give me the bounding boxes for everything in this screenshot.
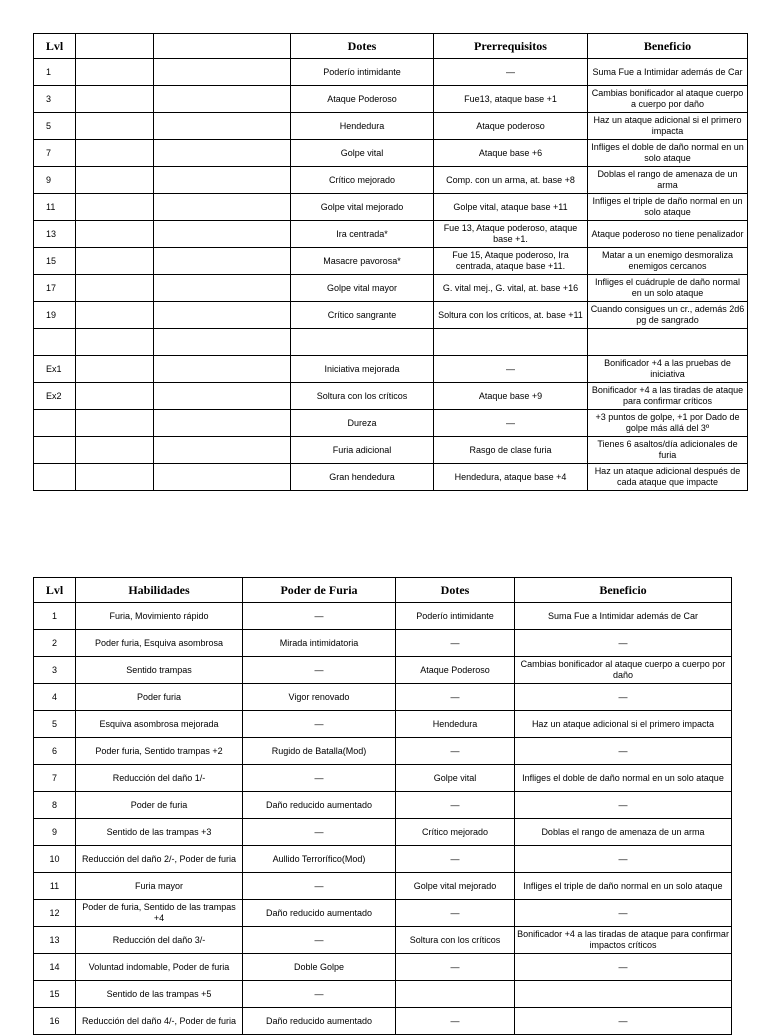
habilidades-cell: Poder furia xyxy=(76,684,243,711)
feats-header-row xyxy=(34,34,748,59)
beneficio-cell: +3 puntos de golpe, +1 por Dado de golpe más allá del 3º xyxy=(588,410,748,437)
poder-de-furia-cell: — xyxy=(243,873,396,900)
beneficio-cell: — xyxy=(515,846,732,873)
table-row xyxy=(34,792,732,819)
lvl-cell: 16 xyxy=(34,1008,76,1035)
header-poder-de-furia: Poder de Furia xyxy=(243,578,396,603)
dotes-cell: — xyxy=(396,630,515,657)
habilidades-cell: Reducción del daño 2/-, Poder de furia xyxy=(76,846,243,873)
dotes-cell: Golpe vital xyxy=(291,140,434,167)
table-row xyxy=(34,464,748,491)
header-habilidades: Habilidades xyxy=(76,578,243,603)
habilidades-cell: Voluntad indomable, Poder de furia xyxy=(76,954,243,981)
blank-cell xyxy=(76,356,154,383)
dotes-cell: Furia adicional xyxy=(291,437,434,464)
lvl-cell xyxy=(34,410,76,437)
beneficio-cell: Haz un ataque adicional después de cada ataque que impacte xyxy=(588,464,748,491)
header-beneficio: Beneficio xyxy=(515,578,732,603)
table-row xyxy=(34,630,732,657)
lvl-cell: 13 xyxy=(34,221,76,248)
beneficio-cell: Bonificador +4 a las tiradas de ataque para confirmar impactos críticos xyxy=(515,927,732,954)
lvl-cell: 3 xyxy=(34,86,76,113)
poder-de-furia-cell: — xyxy=(243,657,396,684)
lvl-cell: 13 xyxy=(34,927,76,954)
dotes-cell xyxy=(291,329,434,356)
prerrequisitos-cell: — xyxy=(434,356,588,383)
table-row xyxy=(34,981,732,1008)
beneficio-cell: — xyxy=(515,792,732,819)
lvl-cell: 9 xyxy=(34,167,76,194)
poder-de-furia-cell: Daño reducido aumentado xyxy=(243,1008,396,1035)
habilidades-cell: Poder de furia xyxy=(76,792,243,819)
beneficio-cell: Cuando consigues un cr., además 2d6 pg de sangrado xyxy=(588,302,748,329)
lvl-cell: 1 xyxy=(34,59,76,86)
blank-cell xyxy=(154,86,291,113)
lvl-cell xyxy=(34,329,76,356)
lvl-cell: 1 xyxy=(34,603,76,630)
table-row xyxy=(34,684,732,711)
blank-cell xyxy=(76,329,154,356)
poder-de-furia-cell: — xyxy=(243,711,396,738)
lvl-cell: 15 xyxy=(34,981,76,1008)
table-row xyxy=(34,927,732,954)
beneficio-cell: Cambias bonificador al ataque cuerpo a cuerpo por daño xyxy=(588,86,748,113)
blank-cell xyxy=(76,437,154,464)
blank-cell xyxy=(76,140,154,167)
blank-cell xyxy=(76,113,154,140)
blank-cell xyxy=(154,410,291,437)
beneficio-cell: Tienes 6 asaltos/día adicionales de furia xyxy=(588,437,748,464)
prerrequisitos-cell: Rasgo de clase furia xyxy=(434,437,588,464)
poder-de-furia-cell: — xyxy=(243,819,396,846)
header-beneficio: Beneficio xyxy=(588,34,748,59)
beneficio-cell: Doblas el rango de amenaza de un arma xyxy=(588,167,748,194)
blank-cell xyxy=(154,356,291,383)
blank-cell xyxy=(76,464,154,491)
lvl-cell: 10 xyxy=(34,846,76,873)
lvl-cell: 4 xyxy=(34,684,76,711)
prerrequisitos-cell: Fue 15, Ataque poderoso, Ira centrada, ataque base +11. xyxy=(434,248,588,275)
blank-cell xyxy=(154,464,291,491)
table-row xyxy=(34,873,732,900)
dotes-cell: — xyxy=(396,900,515,927)
lvl-cell xyxy=(34,464,76,491)
prerrequisitos-cell: Soltura con los críticos, at. base +11 xyxy=(434,302,588,329)
dotes-cell: Golpe vital mayor xyxy=(291,275,434,302)
lvl-cell: 11 xyxy=(34,873,76,900)
table-row xyxy=(34,221,748,248)
dotes-cell: Iniciativa mejorada xyxy=(291,356,434,383)
habilidades-cell: Poder furia, Esquiva asombrosa xyxy=(76,630,243,657)
table-row xyxy=(34,59,748,86)
lvl-cell: 15 xyxy=(34,248,76,275)
blank-cell xyxy=(76,221,154,248)
prerrequisitos-cell: G. vital mej., G. vital, at. base +16 xyxy=(434,275,588,302)
lvl-cell: 14 xyxy=(34,954,76,981)
table-row xyxy=(34,275,748,302)
beneficio-cell: Bonificador +4 a las tiradas de ataque para confirmar críticos xyxy=(588,383,748,410)
habilidades-cell: Sentido de las trampas +5 xyxy=(76,981,243,1008)
blank-cell xyxy=(76,86,154,113)
lvl-cell: 7 xyxy=(34,140,76,167)
table-row xyxy=(34,437,748,464)
blank-cell xyxy=(154,140,291,167)
dotes-cell: Dureza xyxy=(291,410,434,437)
prerrequisitos-cell: Hendedura, ataque base +4 xyxy=(434,464,588,491)
table-row xyxy=(34,738,732,765)
beneficio-cell: Bonificador +4 a las pruebas de iniciativa xyxy=(588,356,748,383)
blank-cell xyxy=(76,410,154,437)
dotes-cell: Ira centrada* xyxy=(291,221,434,248)
table-row xyxy=(34,329,748,356)
beneficio-cell: — xyxy=(515,684,732,711)
habilidades-cell: Reducción del daño 4/-, Poder de furia xyxy=(76,1008,243,1035)
dotes-cell: Crítico mejorado xyxy=(396,819,515,846)
blank-cell xyxy=(76,59,154,86)
table-row xyxy=(34,302,748,329)
prerrequisitos-cell: Fue 13, Ataque poderoso, ataque base +1. xyxy=(434,221,588,248)
prerrequisitos-cell: Ataque poderoso xyxy=(434,113,588,140)
poder-de-furia-cell: Daño reducido aumentado xyxy=(243,792,396,819)
habilidades-cell: Esquiva asombrosa mejorada xyxy=(76,711,243,738)
lvl-cell: 5 xyxy=(34,711,76,738)
header-dotes: Dotes xyxy=(291,34,434,59)
dotes-cell: Soltura con los críticos xyxy=(291,383,434,410)
beneficio-cell: Matar a un enemigo desmoraliza enemigos cercanos xyxy=(588,248,748,275)
header-lvl: Lvl xyxy=(34,578,76,603)
prerrequisitos-cell: Golpe vital, ataque base +11 xyxy=(434,194,588,221)
blank-cell xyxy=(76,383,154,410)
table-row xyxy=(34,603,732,630)
beneficio-cell: Infliges el triple de daño normal en un solo ataque xyxy=(515,873,732,900)
beneficio-cell: — xyxy=(515,1008,732,1035)
poder-de-furia-cell: Vigor renovado xyxy=(243,684,396,711)
habilidades-cell: Furia mayor xyxy=(76,873,243,900)
poder-de-furia-cell: Mirada intimidatoria xyxy=(243,630,396,657)
dotes-cell: Golpe vital mejorado xyxy=(291,194,434,221)
dotes-cell: Golpe vital mejorado xyxy=(396,873,515,900)
header-blank-2 xyxy=(154,34,291,59)
prerrequisitos-cell: Ataque base +6 xyxy=(434,140,588,167)
lvl-cell: 19 xyxy=(34,302,76,329)
blank-cell xyxy=(154,248,291,275)
header-blank-1 xyxy=(76,34,154,59)
beneficio-cell: Suma Fue a Intimidar además de Car xyxy=(588,59,748,86)
blank-cell xyxy=(76,302,154,329)
table-row xyxy=(34,954,732,981)
progression-table xyxy=(33,577,732,1035)
lvl-cell: Ex2 xyxy=(34,383,76,410)
dotes-cell: Poderío intimidante xyxy=(396,603,515,630)
prerrequisitos-cell: Comp. con un arma, at. base +8 xyxy=(434,167,588,194)
blank-cell xyxy=(76,248,154,275)
lvl-cell: 5 xyxy=(34,113,76,140)
habilidades-cell: Furia, Movimiento rápido xyxy=(76,603,243,630)
lvl-cell: 11 xyxy=(34,194,76,221)
lvl-cell: 6 xyxy=(34,738,76,765)
lvl-cell: 17 xyxy=(34,275,76,302)
table-row xyxy=(34,383,748,410)
lvl-cell: 7 xyxy=(34,765,76,792)
header-lvl: Lvl xyxy=(34,34,76,59)
prerrequisitos-cell: — xyxy=(434,59,588,86)
blank-cell xyxy=(76,167,154,194)
lvl-cell xyxy=(34,437,76,464)
dotes-cell: Golpe vital xyxy=(396,765,515,792)
table-row xyxy=(34,167,748,194)
table-row xyxy=(34,140,748,167)
table-row xyxy=(34,846,732,873)
prerrequisitos-cell: Ataque base +9 xyxy=(434,383,588,410)
poder-de-furia-cell: — xyxy=(243,603,396,630)
habilidades-cell: Sentido de las trampas +3 xyxy=(76,819,243,846)
poder-de-furia-cell: — xyxy=(243,927,396,954)
blank-cell xyxy=(76,275,154,302)
blank-cell xyxy=(154,329,291,356)
table-row xyxy=(34,711,732,738)
dotes-cell: Ataque Poderoso xyxy=(291,86,434,113)
dotes-cell: Gran hendedura xyxy=(291,464,434,491)
dotes-cell: Ataque Poderoso xyxy=(396,657,515,684)
table-row xyxy=(34,765,732,792)
dotes-cell: — xyxy=(396,954,515,981)
beneficio-cell: — xyxy=(515,738,732,765)
dotes-cell: — xyxy=(396,846,515,873)
beneficio-cell: Doblas el rango de amenaza de un arma xyxy=(515,819,732,846)
beneficio-cell: Infliges el cuádruple de daño normal en un solo ataque xyxy=(588,275,748,302)
prerrequisitos-cell: Fue13, ataque base +1 xyxy=(434,86,588,113)
poder-de-furia-cell: — xyxy=(243,981,396,1008)
table-row xyxy=(34,819,732,846)
blank-cell xyxy=(154,167,291,194)
dotes-cell: — xyxy=(396,684,515,711)
dotes-cell: — xyxy=(396,792,515,819)
beneficio-cell: — xyxy=(515,954,732,981)
table-row xyxy=(34,86,748,113)
table-row xyxy=(34,1008,732,1035)
table-row xyxy=(34,900,732,927)
beneficio-cell: Infliges el triple de daño normal en un solo ataque xyxy=(588,194,748,221)
habilidades-cell: Sentido trampas xyxy=(76,657,243,684)
dotes-cell: Crítico mejorado xyxy=(291,167,434,194)
table-row xyxy=(34,113,748,140)
table-row xyxy=(34,410,748,437)
dotes-cell: — xyxy=(396,738,515,765)
beneficio-cell: — xyxy=(515,900,732,927)
beneficio-cell: Cambias bonificador al ataque cuerpo a cuerpo por daño xyxy=(515,657,732,684)
habilidades-cell: Poder de furia, Sentido de las trampas +4 xyxy=(76,900,243,927)
header-prerrequisitos: Prerrequisitos xyxy=(434,34,588,59)
poder-de-furia-cell: Aullido Terrorífico(Mod) xyxy=(243,846,396,873)
beneficio-cell: Haz un ataque adicional si el primero impacta xyxy=(588,113,748,140)
blank-cell xyxy=(154,221,291,248)
blank-cell xyxy=(154,383,291,410)
poder-de-furia-cell: Daño reducido aumentado xyxy=(243,900,396,927)
table-row xyxy=(34,194,748,221)
beneficio-cell: Infliges el doble de daño normal en un solo ataque xyxy=(588,140,748,167)
blank-cell xyxy=(154,113,291,140)
blank-cell xyxy=(76,194,154,221)
header-dotes: Dotes xyxy=(396,578,515,603)
blank-cell xyxy=(154,275,291,302)
dotes-cell: Soltura con los críticos xyxy=(396,927,515,954)
table-row xyxy=(34,248,748,275)
blank-cell xyxy=(154,437,291,464)
blank-cell xyxy=(154,194,291,221)
prerrequisitos-cell: — xyxy=(434,410,588,437)
dotes-cell: — xyxy=(396,1008,515,1035)
table-row xyxy=(34,657,732,684)
poder-de-furia-cell: Rugido de Batalla(Mod) xyxy=(243,738,396,765)
habilidades-cell: Reducción del daño 3/- xyxy=(76,927,243,954)
poder-de-furia-cell: Doble Golpe xyxy=(243,954,396,981)
dotes-cell: Poderío intimidante xyxy=(291,59,434,86)
dotes-cell: Masacre pavorosa* xyxy=(291,248,434,275)
blank-cell xyxy=(154,302,291,329)
beneficio-cell: Haz un ataque adicional si el primero impacta xyxy=(515,711,732,738)
beneficio-cell: Ataque poderoso no tiene penalizador xyxy=(588,221,748,248)
beneficio-cell: — xyxy=(515,630,732,657)
dotes-cell: Crítico sangrante xyxy=(291,302,434,329)
dotes-cell: Hendedura xyxy=(396,711,515,738)
progression-header-row xyxy=(34,578,732,603)
prerrequisitos-cell xyxy=(434,329,588,356)
beneficio-cell: Suma Fue a Intimidar además de Car xyxy=(515,603,732,630)
lvl-cell: 2 xyxy=(34,630,76,657)
blank-cell xyxy=(154,59,291,86)
beneficio-cell xyxy=(515,981,732,1008)
poder-de-furia-cell: — xyxy=(243,765,396,792)
habilidades-cell: Poder furia, Sentido trampas +2 xyxy=(76,738,243,765)
table-row xyxy=(34,356,748,383)
lvl-cell: 12 xyxy=(34,900,76,927)
habilidades-cell: Reducción del daño 1/- xyxy=(76,765,243,792)
beneficio-cell: Infliges el doble de daño normal en un solo ataque xyxy=(515,765,732,792)
lvl-cell: 9 xyxy=(34,819,76,846)
lvl-cell: 3 xyxy=(34,657,76,684)
dotes-cell: Hendedura xyxy=(291,113,434,140)
lvl-cell: 8 xyxy=(34,792,76,819)
dotes-cell xyxy=(396,981,515,1008)
beneficio-cell xyxy=(588,329,748,356)
lvl-cell: Ex1 xyxy=(34,356,76,383)
feats-table xyxy=(33,33,748,491)
